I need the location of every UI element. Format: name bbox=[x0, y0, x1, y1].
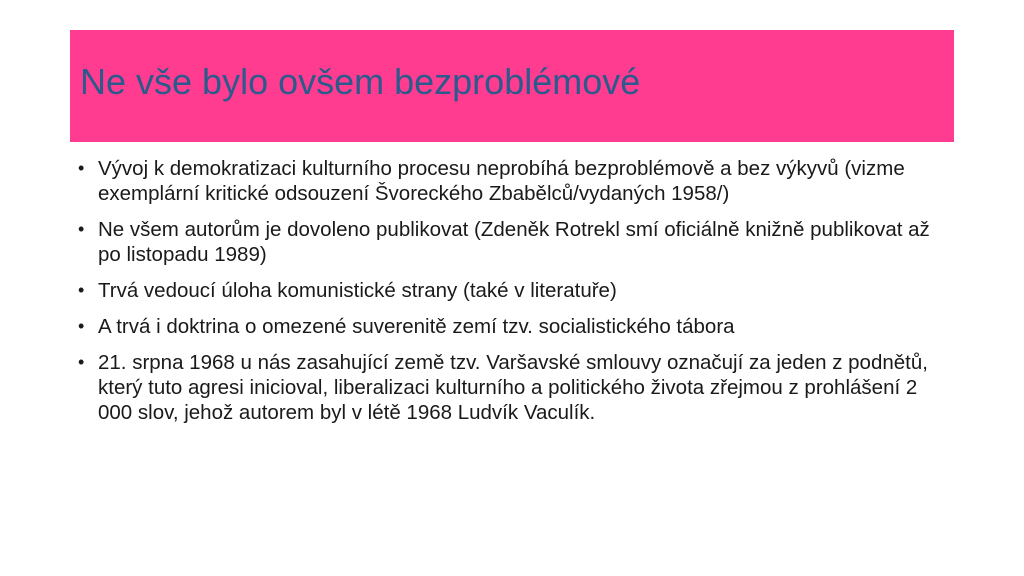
bullet-list bbox=[78, 156, 948, 436]
bullet-item-3 bbox=[78, 278, 948, 303]
bullet-icon: • bbox=[78, 352, 85, 372]
bullet-text: Trvá vedoucí úloha komunistické strany (také v literatuře) bbox=[98, 279, 617, 302]
bullet-item-4 bbox=[78, 314, 948, 339]
bullet-icon: • bbox=[78, 316, 85, 336]
bullet-icon: • bbox=[78, 280, 85, 300]
slide-title: Ne vše bylo ovšem bezproblémové bbox=[80, 61, 641, 102]
bullet-item-1 bbox=[78, 156, 948, 206]
bullet-text: Vývoj k demokratizaci kulturního procesu neprobíhá bezproblémově a bez výkyvů (vizme exemplární kritické odsouzení Švoreckého Zbabělců/vydaných 1958/) bbox=[98, 157, 905, 205]
bullet-item-2 bbox=[78, 217, 948, 267]
bullet-text: Ne všem autorům je dovoleno publikovat (Zdeněk Rotrekl smí oficiálně knižně publikovat až po listopadu 1989) bbox=[98, 218, 930, 266]
bullet-text: A trvá i doktrina o omezené suverenitě zemí tzv. socialistického tábora bbox=[98, 315, 735, 338]
title-band bbox=[70, 30, 954, 142]
bullet-icon: • bbox=[78, 219, 85, 239]
bullet-text: 21. srpna 1968 u nás zasahující země tzv. Varšavské smlouvy označují za jeden z podnětů, který tuto agresi inicioval, liberalizaci kulturního a politického života zřejmou z prohlášení 2 000 slov, jehož autorem byl v létě 1968 Ludvík Vaculík. bbox=[98, 351, 928, 424]
bullet-item-5 bbox=[78, 350, 948, 425]
bullet-icon: • bbox=[78, 158, 85, 178]
